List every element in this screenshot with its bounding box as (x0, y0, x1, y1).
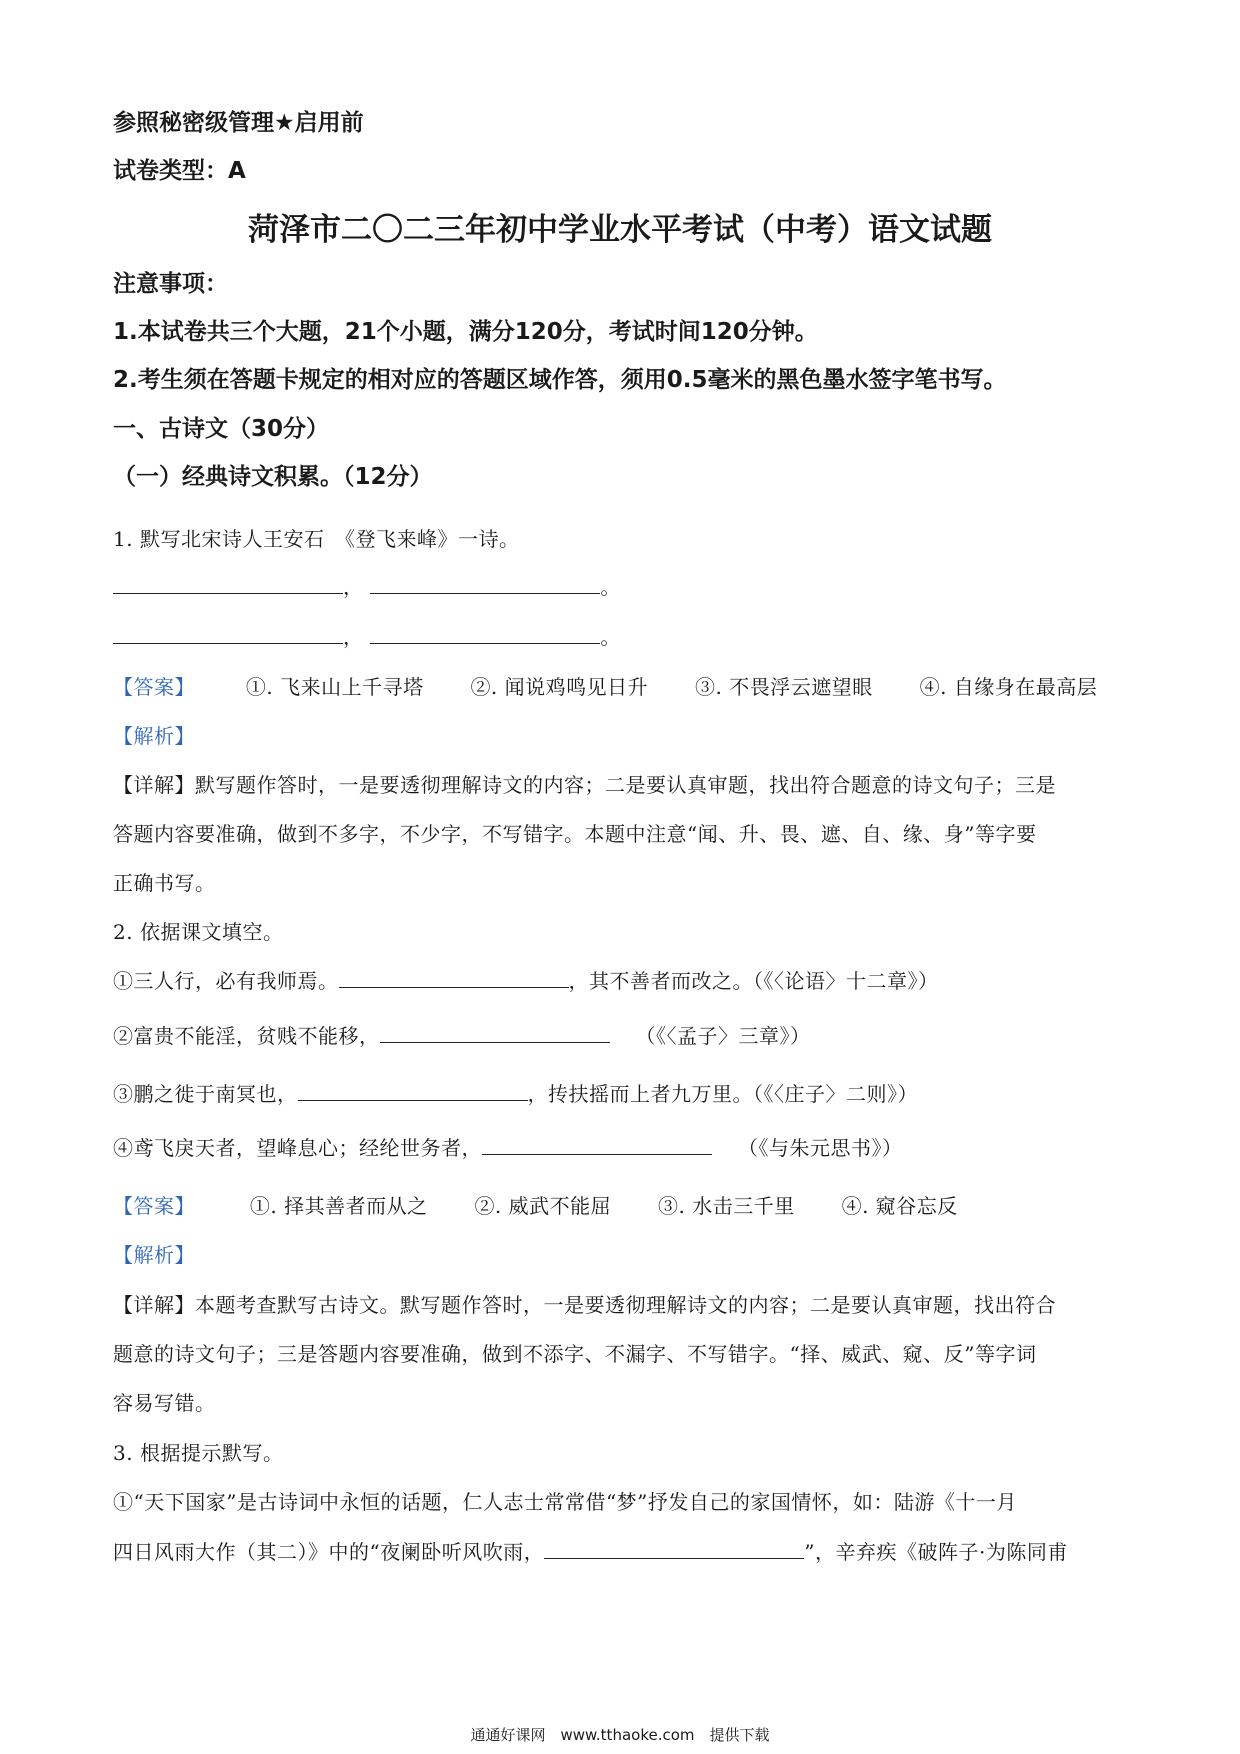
answer-blank[interactable] (339, 965, 569, 988)
detail-line: 答题内容要准确，做到不多字，不少字，不写错字。本题中注意“闻、升、畏、遮、自、缘、身”等字要 (113, 822, 1037, 846)
question-2-item-1: ①三人行，必有我师焉。 ，其不善者而改之。（《〈论语〉十二章》） (113, 965, 1127, 994)
detail-tag: 【详解】 (113, 773, 195, 797)
answer-blank[interactable] (298, 1078, 528, 1101)
secret-level-label: 参照秘密级管理★启用前 (113, 110, 364, 136)
answer-item: ①. 择其善者而从之 (249, 1194, 428, 1218)
question-2-answer (113, 1190, 1127, 1219)
paper-type-label: 试卷类型：A (113, 158, 246, 184)
page-footer: 通通好课网 www.tthaoke.com 提供下载 (470, 1726, 770, 1744)
answer-blank[interactable] (113, 571, 343, 594)
answer-blank[interactable] (544, 1536, 804, 1559)
analysis-tag: 【解析】 (113, 724, 195, 748)
answer-item: ②. 闻说鸡鸣见日升 (470, 675, 649, 699)
answer-item: ③. 不畏浮云遮望眼 (695, 675, 873, 699)
question-1-answer (113, 671, 1127, 700)
section-heading: 一、古诗文（30分） (113, 416, 330, 442)
detail-line: 正确书写。 (113, 871, 216, 895)
question-3-line-1: ①“天下国家”是古诗词中永恒的话题，仁人志士常常借“梦”抒发自己的家国情怀，如：陆游《十一月 (113, 1490, 1017, 1514)
answer-tag: 【答案】 (113, 1194, 195, 1218)
question-2-item-3: ③鹏之徙于南冥也， ，抟扶摇而上者九万里。（《〈庄子〉二则》） (113, 1078, 1127, 1107)
question-1-blanks-row-1: ， 。 (113, 571, 1127, 600)
question-2-item-2: ②富贵不能淫，贫贱不能移， （《〈孟子〉三章》） (113, 1020, 1127, 1049)
answer-blank[interactable] (482, 1132, 712, 1155)
answer-item: ④. 窥谷忘反 (841, 1194, 958, 1218)
detail-line: 【详解】本题考查默写古诗文。默写题作答时，一是要透彻理解诗文的内容；二是要认真审题，找出符合 (113, 1293, 1056, 1317)
answer-item: ③. 水击三千里 (658, 1194, 795, 1218)
question-1-prompt: 1. 默写北宋诗人王安石 《登飞来峰》一诗。 (113, 527, 520, 551)
subsection-heading: （一）经典诗文积累。（12分） (113, 464, 433, 490)
question-3-line-2: 四日风雨大作（其二）》中的“夜阑卧听风吹雨， ”，辛弃疾《破阵子·为陈同甫 (113, 1536, 1127, 1565)
detail-line: 容易写错。 (113, 1391, 216, 1415)
answer-item: ②. 威武不能屈 (474, 1194, 612, 1218)
answer-blank[interactable] (370, 571, 600, 594)
analysis-tag: 【解析】 (113, 1243, 195, 1267)
note-item-1: 1.本试卷共三个大题，21个小题，满分120分，考试时间120分钟。 (113, 319, 818, 345)
question-2-prompt: 2. 依据课文填空。 (113, 920, 284, 944)
answer-item: ④. 自缘身在最高层 (919, 675, 1098, 699)
detail-line: 【详解】默写题作答时，一是要透彻理解诗文的内容；二是要认真审题，找出符合题意的诗文句子；三是 (113, 773, 1056, 797)
answer-tag: 【答案】 (113, 675, 195, 699)
answer-blank[interactable] (113, 621, 343, 644)
note-item-2: 2.考生须在答题卡规定的相对应的答题区域作答，须用0.5毫米的黑色墨水签字笔书写。 (113, 367, 1007, 393)
question-3-prompt: 3. 根据提示默写。 (113, 1441, 284, 1465)
question-1-blanks-row-2: ， 。 (113, 621, 1127, 650)
detail-line: 题意的诗文句子；三是答题内容要准确，做到不添字、不漏字、不写错字。“择、威武、窥、反”等字词 (113, 1342, 1037, 1366)
answer-blank[interactable] (370, 621, 600, 644)
notes-heading: 注意事项： (113, 271, 228, 297)
page-title: 菏泽市二〇二三年初中学业水平考试（中考）语文试题 (248, 212, 992, 248)
detail-tag: 【详解】 (113, 1293, 195, 1317)
answer-item: ①. 飞来山上千寻塔 (245, 675, 424, 699)
question-2-item-4: ④鸢飞戾天者，望峰息心；经纶世务者， （《与朱元思书》） (113, 1132, 1127, 1161)
answer-blank[interactable] (380, 1020, 610, 1043)
